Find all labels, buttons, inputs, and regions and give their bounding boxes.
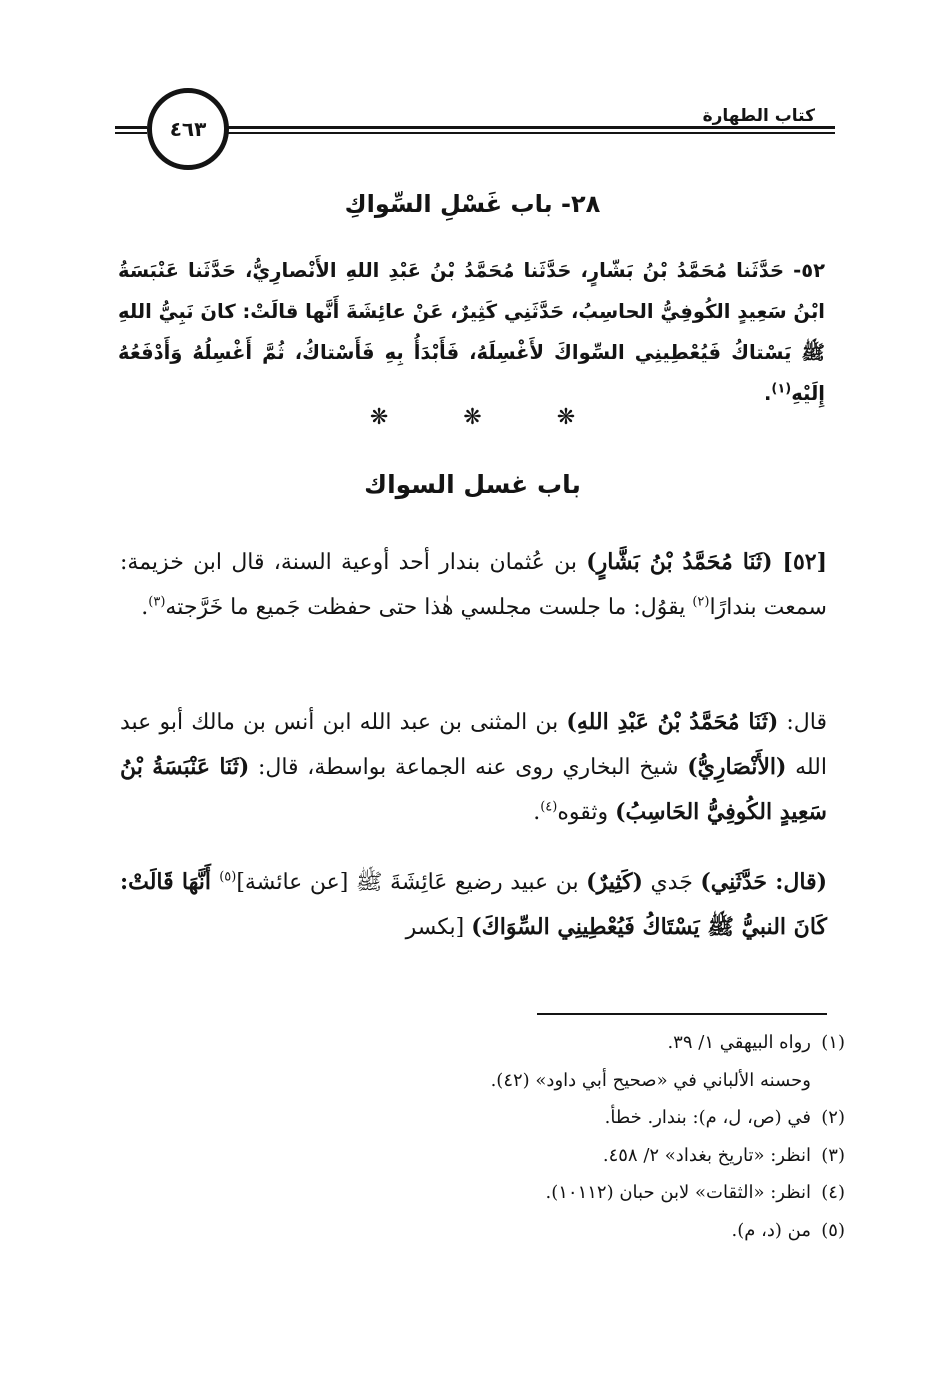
quoted-chain: (ثَنَا عَنْبَسَةُ بْنُ سَعِيدٍ الكُوفِيُّ الحَاسِبُ): [120, 754, 827, 825]
hadith-text: [118, 250, 825, 414]
footnote-number: (٢): [821, 1107, 845, 1128]
header-rule-left-thin: [115, 132, 147, 134]
paragraph-text: شيخ البخاري روى عنه الجماعة بواسطة، قال:: [249, 755, 688, 780]
paragraph-text: بن عُثمان بندار أحد أوعية السنة، قال ابن خزيمة: سمعت بندارًا: [120, 550, 827, 620]
paragraph-end: .: [141, 595, 149, 620]
paragraph-text: يقوُل: ما جلست مجلسي هٰذا حتى حفظت جَميع ما خَرَّجته: [165, 595, 693, 620]
commentary-paragraph-3: [120, 860, 827, 950]
paragraph-text: [بكسر: [405, 915, 472, 940]
paragraph-end: .: [533, 800, 541, 825]
footnote-number: (٥): [821, 1219, 845, 1241]
footnote-number: (٣): [821, 1144, 845, 1166]
footnote-1-continued: [245, 1062, 845, 1100]
paragraph-text: بن المثنى بن عبد الله ابن أنس بن مالك أبو عبد الله: [120, 710, 827, 780]
footnote-ref: (٤): [540, 799, 558, 815]
header-rule-right-thin: [219, 132, 835, 134]
footnote-ref: (١): [771, 381, 792, 397]
quoted-chain: (كَثِيرٌ): [586, 869, 643, 895]
hadith-body: ٥٢- حَدَّثَنا مُحَمَّدُ بْنُ بَشّارٍ، حَدَّثَنا مُحَمَّدُ بْنُ عَبْدِ اللهِ الأَنْصارِيُّ، حَدَّثَنا عَنْبَسَةُ ابْنُ سَعِيدٍ الكُوفِيُّ الحاسِبُ، حَدَّثَنِي كَثِيرٌ، عَنْ عائِشَةَ أَنَّها قالَتْ: كانَ نَبِيُّ اللهِ ﷺ يَسْتاكُ فَيُعْطِينِي السِّواكَ لأَغْسِلَهُ، فَأَبْدَأُ بِهِ فَأَسْتاكُ، ثُمَّ أَغْسِلُهُ وَأَدْفَعُهُ إِلَيْهِ: [118, 259, 825, 405]
footnotes: [245, 1024, 845, 1249]
header-rule-right: [219, 126, 835, 129]
footnote-5: [245, 1212, 845, 1250]
footnote-text: في (ص، ل، م): بندار. خطأ.: [604, 1107, 811, 1128]
commentary-heading: باب غسل السواك: [364, 470, 581, 499]
running-header: [115, 88, 835, 178]
paragraph-text: جَدي: [642, 870, 701, 895]
footnote-3: [245, 1137, 845, 1175]
quoted-chain: [٥٢] (ثَنَا مُحَمَّدُ بْنُ بَشَّارٍ): [586, 549, 827, 575]
footnote-separator: [537, 1013, 827, 1015]
commentary-paragraph-1: [120, 540, 827, 630]
footnote-2: [245, 1099, 845, 1137]
footnote-text: رواه البيهقي ١/ ٣٩.: [667, 1032, 811, 1053]
paragraph-text: وثقوه: [557, 800, 616, 825]
quoted-chain: (قال: حَدَّثَنِي): [700, 869, 827, 895]
quoted-chain: (ثَنَا مُحَمَّدُ بْنُ عَبْدِ اللهِ): [566, 709, 779, 735]
footnote-ref: (٣): [148, 594, 166, 610]
footnote-1: [245, 1024, 845, 1062]
commentary-paragraph-2: [120, 700, 827, 835]
footnote-number: (٤): [821, 1182, 845, 1203]
footnote-text: انظر: «تاريخ بغداد» ٢/ ٤٥٨.: [602, 1144, 811, 1166]
footnote-ref: (٢): [692, 594, 710, 610]
running-title: كتاب الطهارة: [697, 106, 821, 126]
footnote-text: وحسنه الألباني في «صحيح أبي داود» (٤٢).: [490, 1069, 811, 1091]
chapter-heading: ٢٨- باب غَسْلِ السِّواكِ: [344, 190, 601, 218]
header-rule-left: [115, 126, 147, 129]
paragraph-text: بن عبيد رضيع عَائِشَةَ ﷺ [عن عائشة]: [236, 870, 587, 895]
footnote-number: (١): [821, 1032, 845, 1053]
quoted-chain: (الأَنْصَارِيُّ): [687, 754, 787, 780]
page-number-badge: ٤٦٣: [147, 88, 229, 170]
footnote-ref: (٥): [219, 869, 237, 885]
footnote-text: انظر: «الثقات» لابن حبان (١٠١١٢).: [545, 1182, 811, 1203]
footnote-4: [245, 1174, 845, 1212]
hadith-end: .: [763, 382, 772, 405]
quoted-hadith: أَنَّهَا قَالَتْ: كَانَ النبيُّ ﷺ يَسْتَاكُ فَيُعْطِينِي السِّوَاكَ): [120, 869, 827, 940]
paragraph-text: قال:: [778, 710, 828, 735]
footnote-text: من (د، م).: [731, 1219, 811, 1241]
section-separator: ❋ ❋ ❋: [369, 405, 610, 430]
